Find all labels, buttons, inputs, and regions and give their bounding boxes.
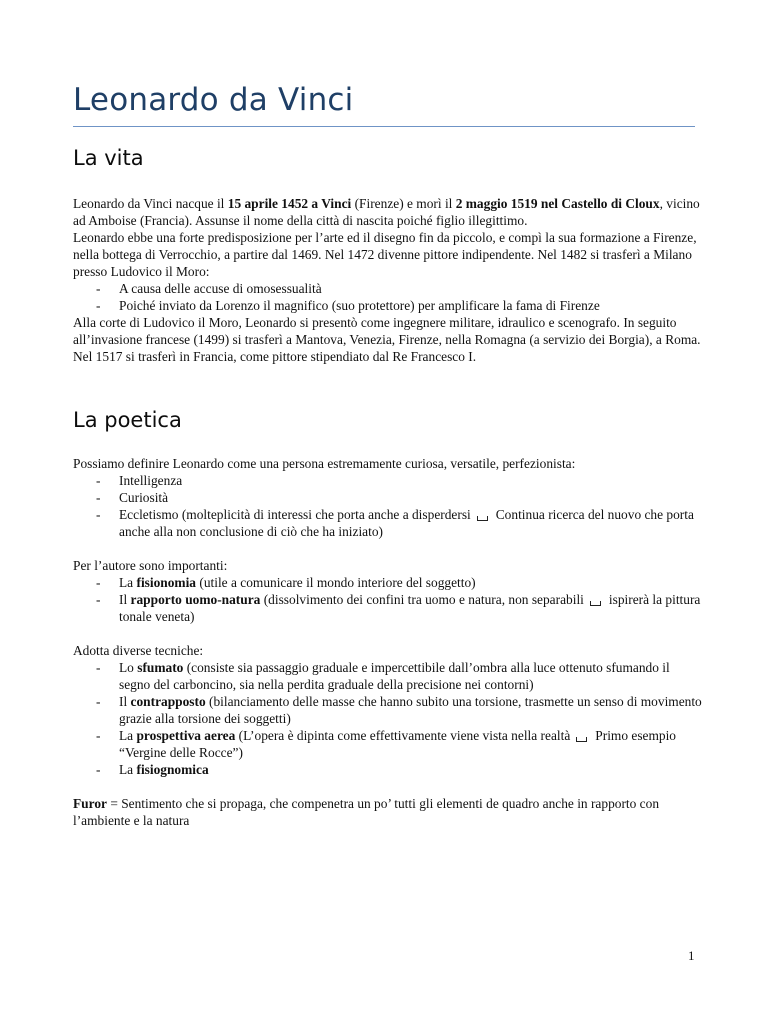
arrow-right-icon [576, 737, 587, 742]
important-list [73, 574, 703, 625]
list-item: - Il contrapposto (bilanciamento delle masse che hanno subito una torsione, trasmette un senso di movimento grazie alla torsione dei soggetti) [96, 694, 702, 726]
heading-la-vita: La vita [73, 146, 144, 170]
vita-paragraph-2: Leonardo ebbe una forte predisposizione per l’arte ed il disegno fin da piccolo, e compì la sua formazione a Firenze, nella bottega di Verrocchio, a partire dal 1469. Nel 1472 divenne pittore indipendente. Nel 1482 si trasferì a Milano presso Ludovico il Moro: [73, 230, 697, 279]
list-item: - A causa delle accuse di omosessualità [96, 281, 322, 296]
list-item: - La prospettiva aerea (L’opera è dipinta come effettivamente viene vista nella realtà Primo esempio “Vergine delle Rocce”) [96, 728, 677, 760]
list-item: - Poiché inviato da Lorenzo il magnifico (suo protettore) per amplificare la fama di Firenze [96, 298, 600, 313]
arrow-right-icon [477, 516, 488, 521]
vita-paragraph-3: Alla corte di Ludovico il Moro, Leonardo si presentò come ingegnere militare, idraulico e scenografo. In seguito all’invasione francese (1499) si trasferì a Mantova, Venezia, Firenze, nella Romagna (a servizio dei Borgia), a Roma. Nel 1517 si trasferì in Francia, come pittore stipendiato dal Re Francesco I. [73, 315, 701, 364]
list-item: - Curiosità [96, 490, 169, 505]
traits-list [73, 472, 703, 540]
furor-term: Furor [73, 796, 107, 811]
heading-la-poetica: La poetica [73, 408, 182, 432]
page-number: 1 [688, 948, 695, 963]
list-item: - La fisiognomica [96, 762, 209, 777]
vita-bullet-list [73, 280, 703, 314]
death-date-place: 2 maggio 1519 nel Castello di Cloux [455, 196, 660, 211]
furor-definition: Furor = Sentimento che si propaga, che compenetra un po’ tutti gli elementi de quadro anche in rapporto con l’ambiente e la natura [73, 796, 660, 828]
title-underline [73, 126, 695, 127]
important-intro: Per l’autore sono importanti: [73, 558, 228, 573]
document-title: Leonardo da Vinci [73, 82, 354, 118]
vita-paragraph-1: Leonardo da Vinci nacque il 15 aprile 1452 a Vinci (Firenze) e morì il 2 maggio 1519 nel Castello di Cloux, vicino ad Amboise (Francia). Assunse il nome della città di nascita poiché figlio illegittimo. [73, 196, 700, 228]
section-la-poetica-body [73, 455, 703, 829]
arrow-right-icon [590, 601, 601, 606]
section-la-vita-body [73, 195, 703, 365]
list-item: - Intelligenza [96, 473, 183, 488]
list-item: - Lo sfumato (consiste sia passaggio graduale e impercettibile dall’ombra alla luce ottenuto sfumando il segno del carboncino, sia nella perdita graduale della precisione nei contorni) [96, 660, 670, 692]
poetica-intro: Possiamo definire Leonardo come una persona estremamente curiosa, versatile, perfezionista: [73, 456, 576, 471]
techniques-list [73, 659, 703, 778]
list-item: - Eccletismo (molteplicità di interessi che porta anche a disperdersi Continua ricerca del nuovo che porta anche alla non conclusione di ciò che ha iniziato) [96, 507, 694, 539]
list-item: - Il rapporto uomo-natura (dissolvimento dei confini tra uomo e natura, non separabili ispirerà la pittura tonale veneta) [96, 592, 701, 624]
techniques-intro: Adotta diverse tecniche: [73, 643, 204, 658]
list-item: - La fisionomia (utile a comunicare il mondo interiore del soggetto) [96, 575, 476, 590]
birth-date-place: 15 aprile 1452 a Vinci [227, 196, 352, 211]
